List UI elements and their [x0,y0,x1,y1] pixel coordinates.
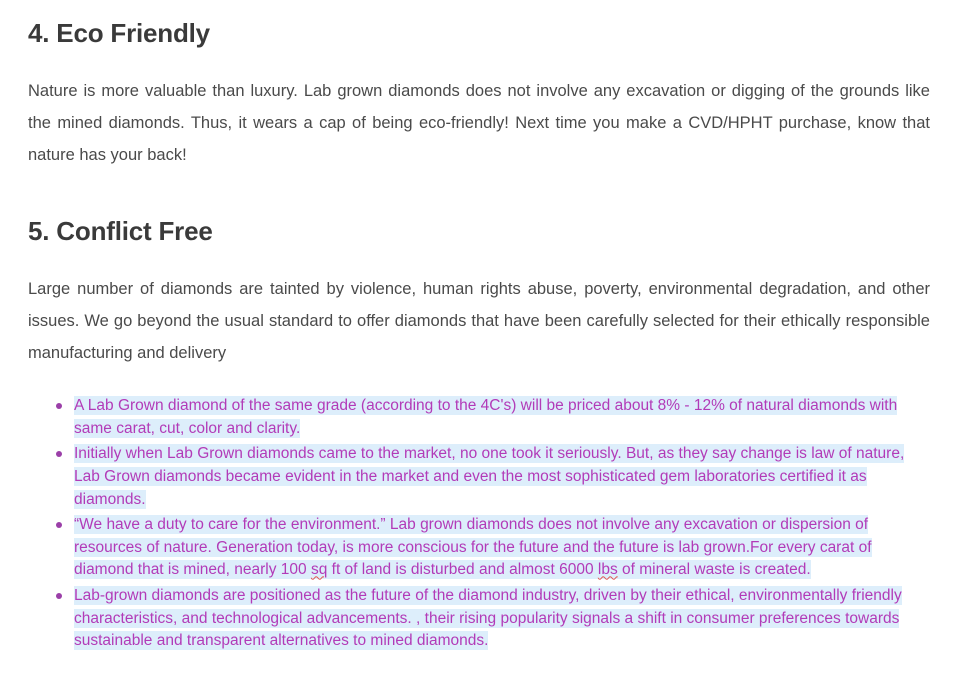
highlighted-text: Lab-grown diamonds are positioned as the future of the diamond industry, driven by their ethical, environmentally friendly characteristics, and technological advancements. , their rising popularity signals a shift in consumer preferences towards sustainable and transparent alternatives to mined diamonds. [74,587,902,650]
spellcheck-word: sq [310,561,328,579]
paragraph-conflict-free: Large number of diamonds are tainted by violence, human rights abuse, poverty, environmental degradation, and other issues. We go beyond the usual standard to offer diamonds that have been carefully selected for their ethically responsible manufacturing and delivery [28,279,930,362]
page-title: 4. Eco Friendly [28,18,210,48]
highlighted-text: A Lab Grown diamond of the same grade (according to the 4C's) will be priced about 8% - 12% of natural diamonds with same carat, cut, color and clarity. [74,397,898,437]
paragraph-eco-friendly: Nature is more valuable than luxury. Lab grown diamonds does not involve any excavation or digging of the grounds like the mined diamonds. Thus, it wears a cap of being eco-friendly! Next time you make a CVD/HPHT purchase, know that nature has your back! [28,82,930,165]
list-item [74,395,930,440]
list-item [74,585,930,653]
section-heading-conflict-free: 5. Conflict Free [28,215,213,246]
highlighted-text: Initially when Lab Grown diamonds came to the market, no one took it seriously. But, as they say change is law of nature, Lab Grown diamonds became evident in the market and even the most sophisticated gem laboratories certified it as diamonds. [74,445,905,508]
spellcheck-word: lbs [597,561,618,579]
list-item [74,443,930,511]
list-item [74,514,930,582]
highlighted-text: ft of land is disturbed and almost 6000 [327,561,598,579]
highlighted-text: of mineral waste is created. [617,561,811,579]
highlighted-bullet-list [28,395,930,653]
highlighted-text: “We have a duty to care for the environment.” Lab grown diamonds does not involve any excavation or dispersion of resources of nature. Generation today, is more conscious for the future and the future is lab grown.For every carat of diamond that is mined, nearly 100 [74,516,872,579]
